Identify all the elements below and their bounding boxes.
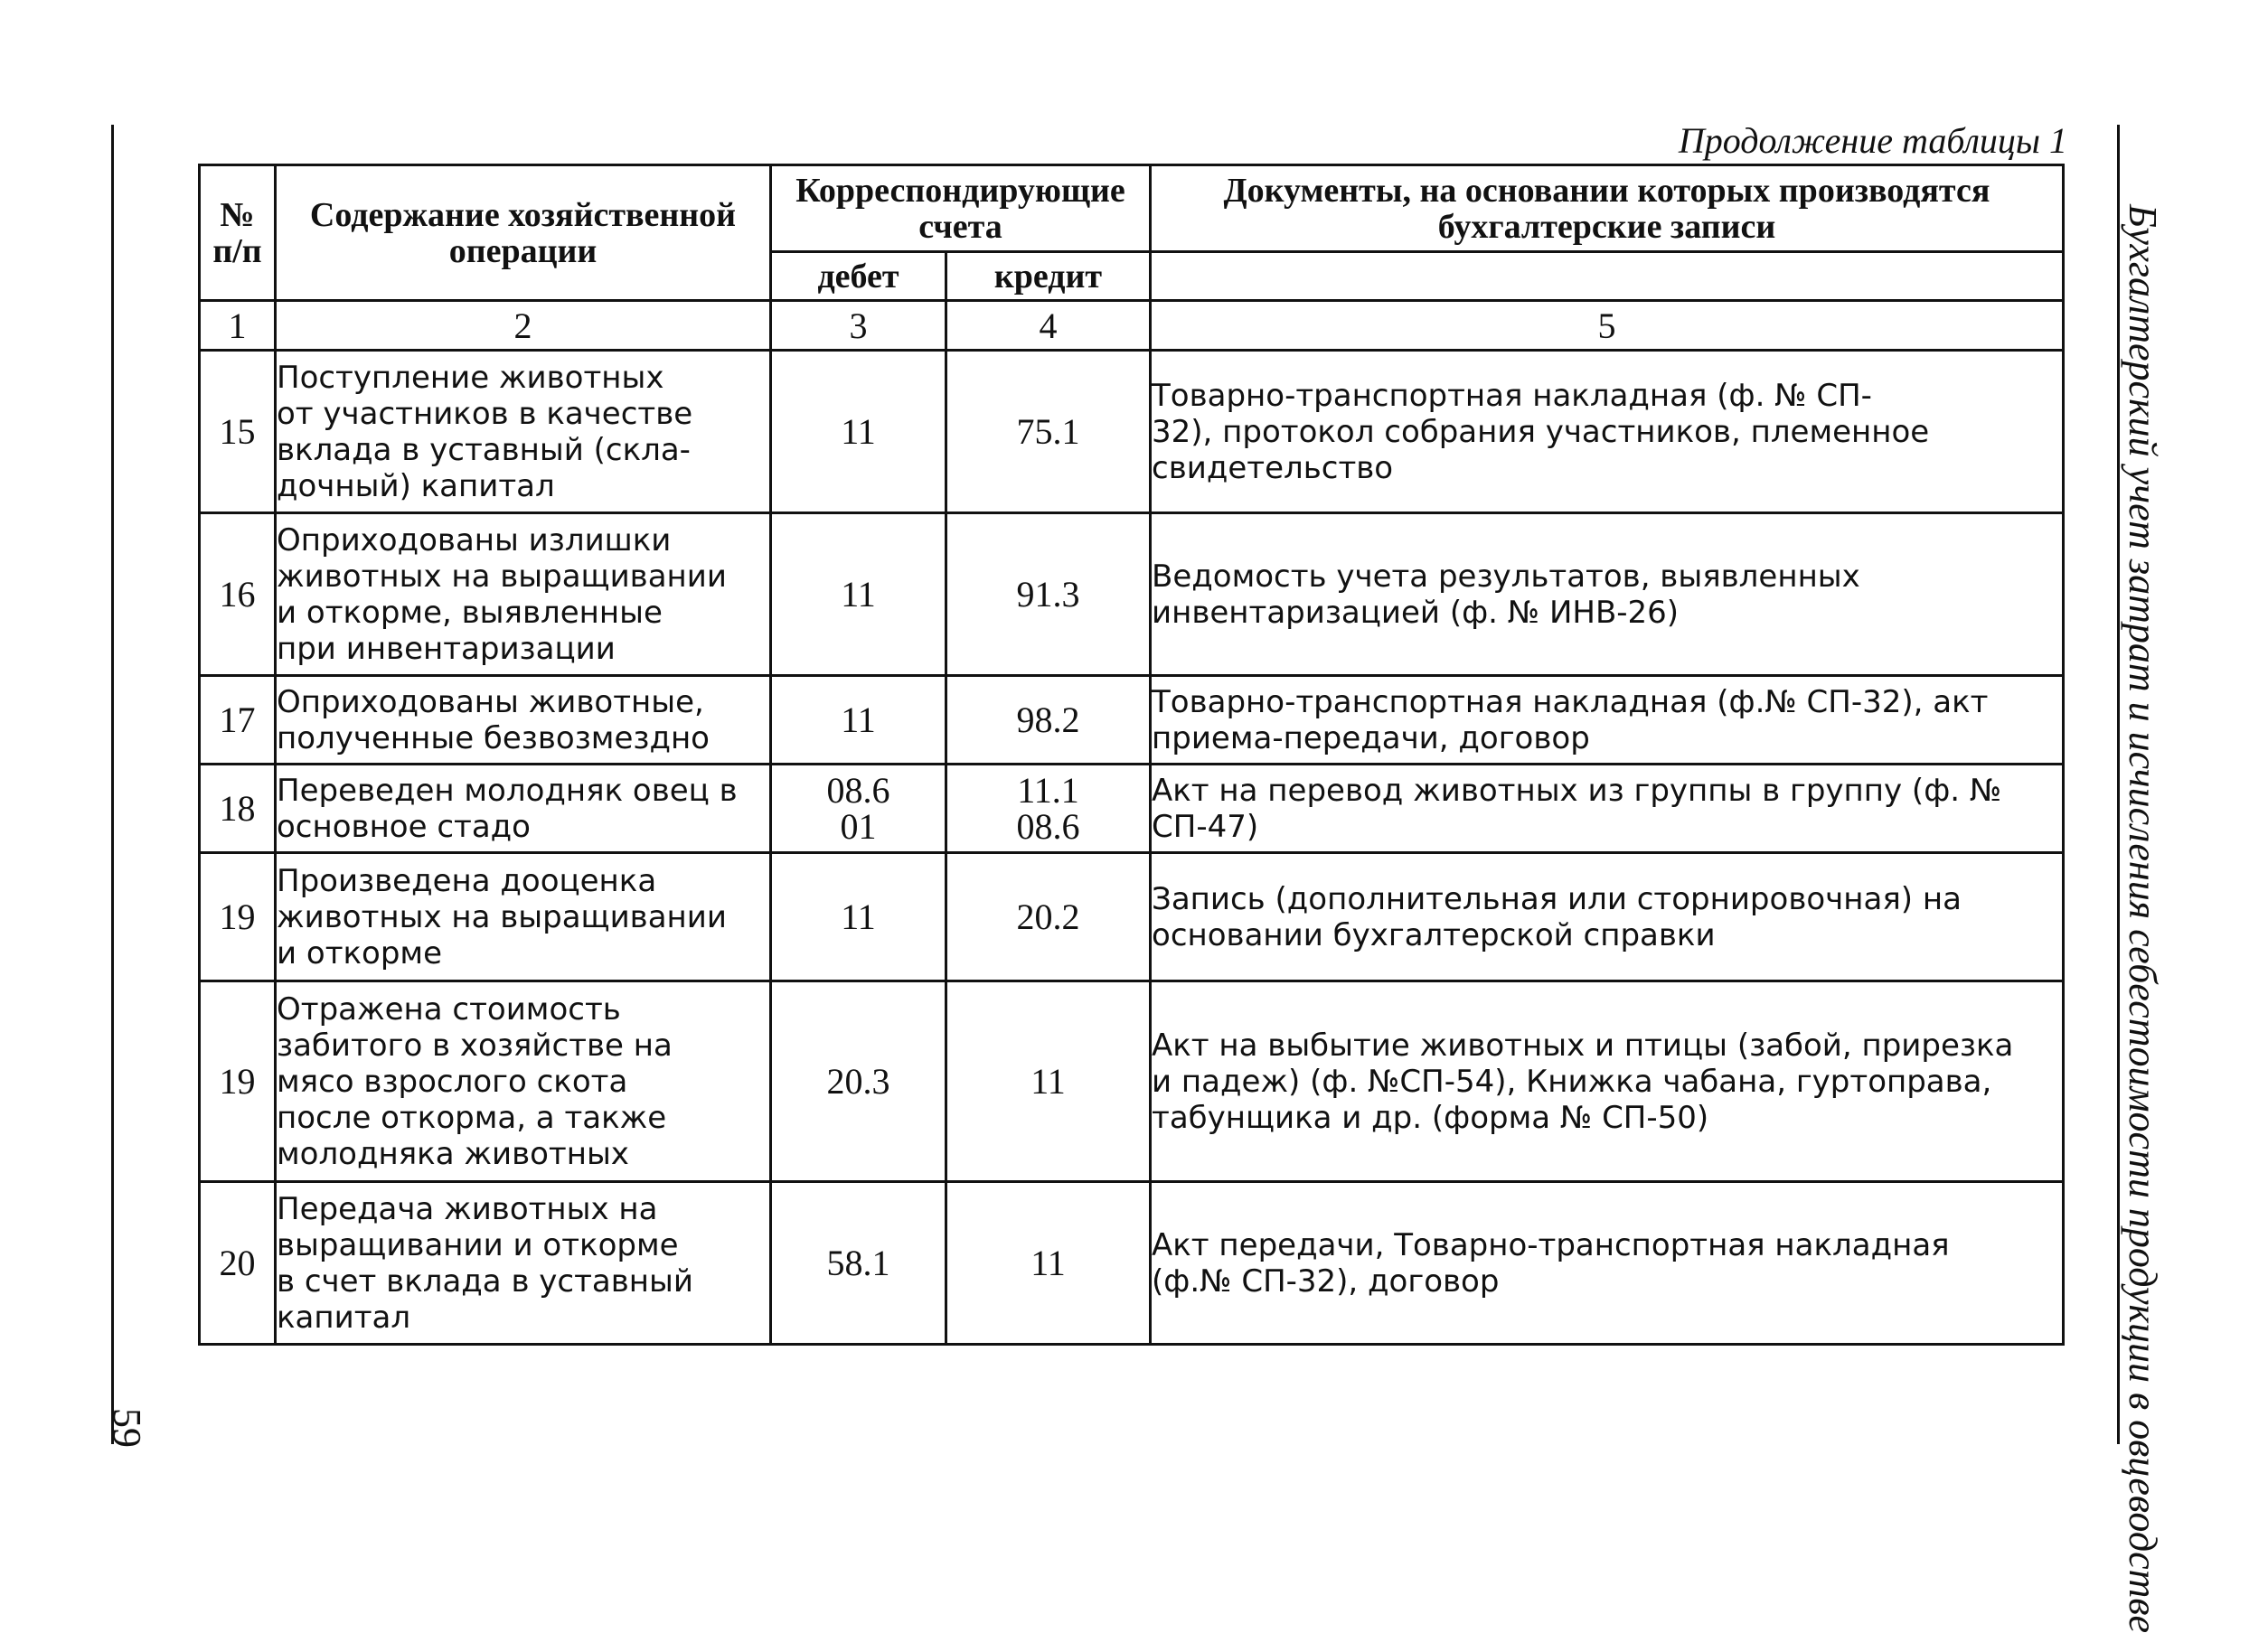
- credit-cell: 20.2: [946, 853, 1151, 981]
- row-number: 17: [200, 676, 276, 765]
- debit-cell: 58.1: [771, 1182, 946, 1345]
- header-num: № п/п: [200, 165, 276, 301]
- documents-cell: Акт передачи, Товарно-транспортная накладная (ф.№ СП-32), договор: [1151, 1182, 2064, 1345]
- left-margin-line: [111, 125, 114, 1444]
- continuation-label: Продолжение таблицы 1: [1678, 120, 2067, 161]
- column-number: 1: [200, 301, 276, 351]
- header-documents: Документы, на основании которых производятся бухгалтерские записи: [1151, 165, 2064, 252]
- documents-cell: Акт на выбытие животных и птицы (забой, прирезка и падеж) (ф. №СП-54), Книжка чабана, гуртоправа, табунщика и др. (форма № СП-50): [1151, 981, 2064, 1182]
- operation-cell: Переведен молодняк овец в основное стадо: [276, 765, 771, 853]
- credit-cell: 11: [946, 981, 1151, 1182]
- debit-cell: 11: [771, 853, 946, 981]
- table-row: [200, 676, 2064, 765]
- operation-cell: Оприходованы излишки животных на выращивании и откорме, выявленные при инвентаризации: [276, 513, 771, 676]
- table-row: [200, 981, 2064, 1182]
- column-number: 2: [276, 301, 771, 351]
- credit-cell: 11: [946, 1182, 1151, 1345]
- debit-cell: 11: [771, 513, 946, 676]
- operation-cell: Произведена дооценка животных на выращивании и откорме: [276, 853, 771, 981]
- column-number: 5: [1151, 301, 2064, 351]
- table-row: [200, 765, 2064, 853]
- table-row: [200, 351, 2064, 513]
- page-number: 59: [105, 1408, 149, 1448]
- credit-cell: 98.2: [946, 676, 1151, 765]
- operation-cell: Передача животных на выращивании и откорме в счет вклада в уставный капитал: [276, 1182, 771, 1345]
- row-number: 18: [200, 765, 276, 853]
- table-row: [200, 1182, 2064, 1345]
- documents-cell: Акт на перевод животных из группы в группу (ф. № СП-47): [1151, 765, 2064, 853]
- operation-cell: Оприходованы животные, полученные безвозмездно: [276, 676, 771, 765]
- row-number: 16: [200, 513, 276, 676]
- debit-cell: 08.6 01: [771, 765, 946, 853]
- operation-cell: Поступление животных от участников в качестве вклада в уставный (скла- дочный) капитал: [276, 351, 771, 513]
- documents-cell: Товарно-транспортная накладная (ф.№ СП-32), акт приема-передачи, договор: [1151, 676, 2064, 765]
- header-debit: дебет: [771, 252, 946, 301]
- header-credit: кредит: [946, 252, 1151, 301]
- row-number: 20: [200, 1182, 276, 1345]
- header-accounts: Корреспондирующие счета: [771, 165, 1151, 252]
- operation-cell: Отражена стоимость забитого в хозяйстве на мясо взрослого скота после откорма, а также молодняка животных: [276, 981, 771, 1182]
- credit-cell: 75.1: [946, 351, 1151, 513]
- debit-cell: 11: [771, 351, 946, 513]
- documents-cell: Ведомость учета результатов, выявленных инвентаризацией (ф. № ИНВ-26): [1151, 513, 2064, 676]
- documents-cell: Запись (дополнительная или сторнировочная) на основании бухгалтерской справки: [1151, 853, 2064, 981]
- column-number: 4: [946, 301, 1151, 351]
- credit-cell: 11.1 08.6: [946, 765, 1151, 853]
- running-title: Бухгалтерский учет затрат и исчисления себестоимости продукции в овцеводстве: [2121, 204, 2165, 1633]
- row-number: 19: [200, 981, 276, 1182]
- header-operation: Содержание хозяйственной операции: [276, 165, 771, 301]
- debit-cell: 11: [771, 676, 946, 765]
- table-row: [200, 853, 2064, 981]
- documents-cell: Товарно-транспортная накладная (ф. № СП- 32), протокол собрания участников, племенное свидетельство: [1151, 351, 2064, 513]
- row-number: 15: [200, 351, 276, 513]
- row-number: 19: [200, 853, 276, 981]
- debit-cell: 20.3: [771, 981, 946, 1182]
- accounting-table: [198, 164, 2065, 1346]
- column-number: 3: [771, 301, 946, 351]
- column-number-row: [200, 301, 2064, 351]
- table-row: [200, 513, 2064, 676]
- header-documents-empty: [1151, 252, 2064, 301]
- credit-cell: 91.3: [946, 513, 1151, 676]
